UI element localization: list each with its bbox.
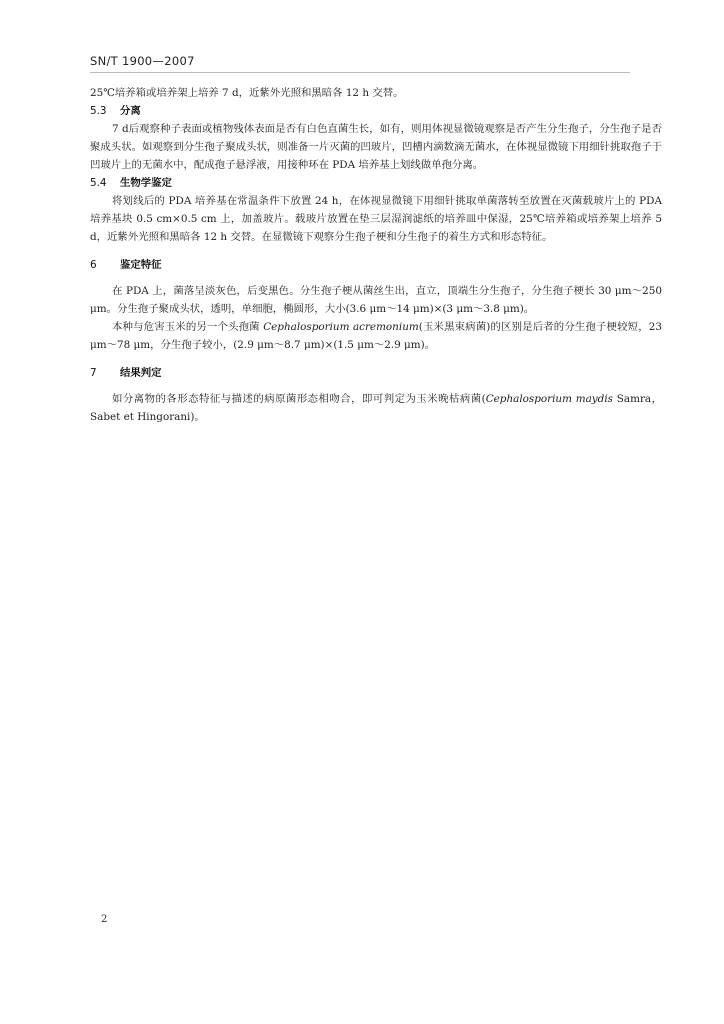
heading-number: 5.3 [90, 105, 107, 117]
latin-name: Cephalosporium acremonium [263, 321, 419, 333]
heading-number: 6 [90, 259, 97, 271]
header-rule [90, 72, 630, 73]
heading-6 [90, 256, 662, 274]
page-number: 2 [101, 914, 108, 925]
paragraph-isolation: 7 d后观察种子表面或植物残体表面是否有白色直菌生长，如有，则用体视显微镜观察是否产生分生孢子，分生孢子是否聚成头状。如观察到分生孢子聚成头状，则准备一片灭菌的凹玻片，凹槽内滴数滴无菌水，在体视显微镜下用细针挑取孢子于凹玻片上的无菌水中，配成孢子悬浮液，用接种环在 PDA 培养基上划线做单孢分离。 [90, 123, 662, 171]
heading-title: 分离 [120, 105, 141, 117]
heading-number: 7 [90, 367, 97, 379]
paragraph-result [90, 390, 662, 426]
text-segment: 本种与危害玉米的另一个头孢菌 [112, 321, 264, 333]
heading-5-3 [90, 102, 662, 120]
text-segment: Samra，Sabet et Hingorani)。 [90, 393, 662, 423]
document-body [90, 84, 662, 426]
paragraph-characteristics-2 [90, 318, 662, 354]
heading-title: 结果判定 [120, 367, 162, 379]
text-segment: 如分离物的各形态特征与描述的病原菌形态相吻合，即可判定为玉米晚枯病菌( [112, 393, 486, 405]
heading-number: 5.4 [90, 177, 107, 189]
heading-7 [90, 364, 662, 382]
standard-code: SN/T 1900—2007 [90, 54, 195, 68]
heading-title: 生物学鉴定 [120, 177, 172, 189]
text-segment: (玉米黑束病菌)的区别是后者的分生孢子梗较短，23 μm～78 μm，分生孢子较小，(2.9 μm～8.7 μm)×(1.5 μm～2.9 μm)。 [90, 321, 662, 351]
heading-5-4 [90, 174, 662, 192]
paragraph-biological-identification: 将划线后的 PDA 培养基在常温条件下放置 24 h，在体视显微镜下用细针挑取单菌落转至放置在灭菌载玻片上的 PDA 培养基块 0.5 cm×0.5 cm 上，加盖玻片。载玻片放置在垫三层湿润滤纸的培养皿中保湿，25℃培养箱或培养架上培养 5 d，近紫外光照和黑暗各 12 h 交替。在显微镜下观察分生孢子梗和分生孢子的着生方式和形态特征。 [90, 195, 662, 243]
paragraph-continuation: 25℃培养箱或培养架上培养 7 d，近紫外光照和黑暗各 12 h 交替。 [90, 87, 404, 99]
heading-title: 鉴定特征 [120, 259, 162, 271]
latin-name: Cephalosporium maydis [485, 393, 613, 405]
paragraph-characteristics-1: 在 PDA 上，菌落呈淡灰色，后变黑色。分生孢子梗从菌丝生出，直立，顶端生分生孢子，分生孢子梗长 30 μm～250 μm。分生孢子聚成头状，透明，单细胞，椭圆形，大小(3.6 μm～14 μm)×(3 μm～3.8 μm)。 [90, 285, 662, 315]
